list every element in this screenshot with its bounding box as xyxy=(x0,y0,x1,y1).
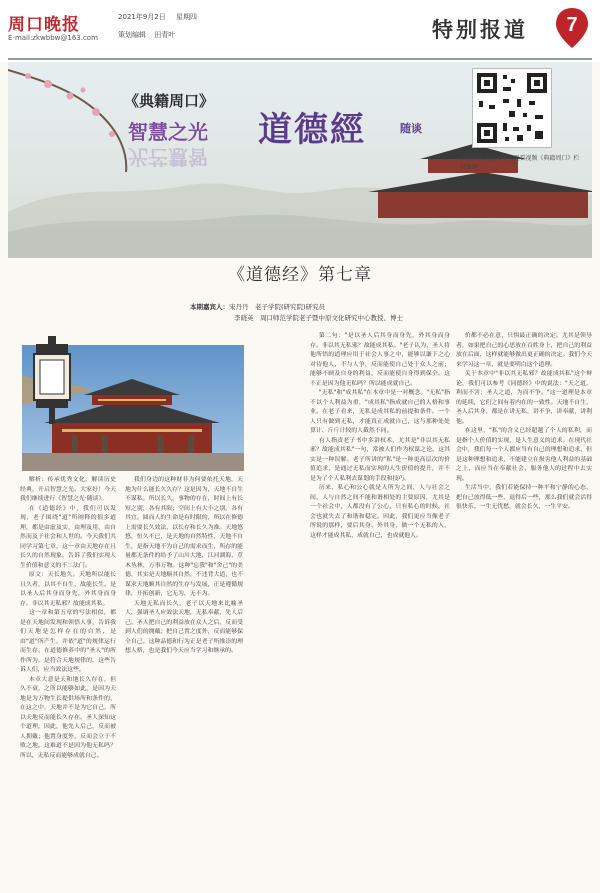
lantern-illustration xyxy=(26,334,78,426)
newspaper-logo: 周口晚报 xyxy=(8,15,80,35)
article-paragraph: "无私"和"成其私"在本章中是一对概念。"无私"指不以个人利益为重，"成其私"指成就自己的人格和事业。在老子看来，无私是成其私的前提和条件。一个人只有做到无私，才能真正成就自己，这与那种处处算计、斤斤计较的人截然不同。 xyxy=(310,390,450,434)
column-tag: 随谈 xyxy=(400,122,422,135)
article-paragraph: 这一章和第五章的写法相似，都是在天地间发现和领悟人事，告诉我们天地是怎样存在的自然，是由"道"所产生，并依"道"的规律运行而生存，在道德修养中的"圣人"的所作所为，是符合天地规律的，这些告诉人们，应当效法这些。 xyxy=(20,610,116,673)
editor-name: 田青叶 xyxy=(154,31,176,39)
article-column-1 xyxy=(20,476,116,876)
article-column-3 xyxy=(310,332,450,882)
article-paragraph: 价都不必在意，只惧最正确的决定。尤其是领导者，如果把自己的心思放在百姓身上，把自己的利益放在后面，这样就能够做出更正确的决定。我们今天来学习这一章，就是要明白这个道理。 xyxy=(456,333,592,368)
article-paragraph: 第二句："是以圣人后其身而身先，外其身而身存。非以其无私邪？故能成其私。"老子认为，圣人将他所悟的道理应用于社会人事之中，能够以谦下之心对待他人，不与人争，反而能使自己处于众人之前；能够不顾及自身的利益，反而能使自身得到保全。这不正是因为他无私吗？所以能成就自己。 xyxy=(310,333,450,387)
byline-guest-1: 宋丹丹 老子学院(研究院)研究员 xyxy=(229,303,326,311)
article-headline: 《道德经》第七章 xyxy=(228,265,372,285)
article-paragraph: 生活当中，我们若能保持一种平和宁静的心态，把自己放得低一些，退得后一些，那么我们就会活得很快乐。一生无忧愁，就会长久，一生平安。 xyxy=(456,485,592,510)
page-number: 7 xyxy=(566,14,578,36)
article-paragraph: 历来，私心和公心就是人所为之间，人与社会之间，人与自然之间不能和谐相处的主要原因，尤其是一个社会中，人都没有了公心，只有私心的时候，社会也就失去了和谐和稳定。因此，我们更应当像老子所说的那样，要后其身、外其身，做一个无私的人，这样才能成其私，成就自己，也成就他人。 xyxy=(310,485,450,539)
article-paragraph: 原文：天长地久。天地所以能长且久者，以其不自生，故能长生。是以圣人后其身而身先，外其身而身存。非以其无私邪？故能成其私。 xyxy=(20,572,116,607)
date-line xyxy=(118,12,205,22)
column-banner xyxy=(8,62,592,258)
editor-label: 策划编辑 xyxy=(118,31,146,39)
masthead xyxy=(0,0,600,62)
column-subtitle: 智慧之光 xyxy=(128,120,208,144)
article-paragraph: 解析：传承优秀文化，解读历史经典，开启智慧之光。大家好！今天我们继续进行《智慧之光·随谈》。 xyxy=(20,477,116,502)
article-column-2 xyxy=(125,476,243,876)
article-paragraph: 有人指责老子书中多讲权术，尤其是"非以其无私邪？故能成其私"一句，常被人们作为权谋之论。这其实是一种误解。老子所讲的"私"是一种更高层次的价值追求，是通过无私而实现的人生价值的提升，并不是为了个人私利去谋划的手段和技巧。 xyxy=(310,437,450,482)
article-paragraph: 本章大意是天和地长久存在，但久不衰，之所以能够如此，是因为天地是为万物生长提供场所和条件的，在这之中，天地并不是为它自己，所以天地反而能长久存在。圣人深知这个道理，因此，他先人后己，反而被人拥戴；他置身度外，反而会立于不败之地。这难道不是因为他无私吗？所以，无私反而能够成就自己。 xyxy=(20,676,116,759)
column-main-title: 道德經 xyxy=(258,110,366,150)
section-title: 特别报道 xyxy=(432,17,528,42)
header-divider xyxy=(8,58,592,60)
page-number-badge xyxy=(553,6,591,50)
article-paragraph: 关于本章中"非以其无私邪？故能成其私"这个辩论，我们可以参考《同德经》中的说法："天之道，利而不害；圣人之道，为而不争。"这一道理是本章的延续，它们之间有着内在的一致性。天地不自生，圣人后其身，都是在讲无私，讲不争，讲奉献，讲利他。 xyxy=(456,371,592,425)
qr-code-icon xyxy=(473,69,551,147)
article-paragraph: 在这里，"私"的含义已经超越了个人的私利，而是指个人价值的实现，是人生意义的追求。在现代社会中，我们每一个人都应当有自己的理想和追求，但是这种理想和追求，不能建立在损害他人利益的基础之上，而应当在奉献社会、服务他人的过程中去实现。 xyxy=(456,428,592,482)
article-column-4 xyxy=(456,332,592,882)
editor-line xyxy=(118,30,181,40)
article-byline xyxy=(190,302,403,324)
article-paragraph: 天地无私而长久，老子以天地来比喻圣人，强调圣人应效法天地，无私奉献，先人后己。圣人把自己的利益放在众人之后，反而受到人们的拥戴；把自己置之度外，反而能够保全自己。这种品德和行为正是老子所推崇的理想人格，也是我们今天应当学习和继承的。 xyxy=(125,600,243,654)
issue-date: 2021年9月2日 xyxy=(118,13,166,21)
issue-weekday: 星期四 xyxy=(175,13,197,21)
column-subtitle-reflection: 光芒慧智 xyxy=(128,145,208,169)
qr-caption: 扫码可在周道APP上观看视频《典籍周口》栏目集锦 xyxy=(460,155,580,171)
qr-code[interactable] xyxy=(472,68,552,148)
article-paragraph: 我们身边的这种财非为何要依托天地，天地为什么能长久久存？这是因为，天地不自生不谋私。所以长久。事物的存在，时间上有长短之别，各有其限；空间上有大小之别，各有其宜。圆而人的生命是有时限的，所以在修德上需要长久效法，以长存和长久为准。天地悠悠，恒久不已，是天地的自然特性，天地不自生，是指天地不为自己的需求而生，所存的能量都无条件的给予了山川大地，江河湖海，草木丛林，万事万物。这种"忘我"和"舍己"的美德，其实是天地顺其自然，不违背大道，也不谋求天地顺其自然的生存与发展，正是遵循规律，开拓创新，它无为，无不为。 xyxy=(125,477,243,597)
byline-guest-2: 李晓英 周口师范学院老子暨中原文化研究中心教授、博士 xyxy=(234,314,403,322)
byline-label: 本期嘉宾人： xyxy=(190,303,229,311)
column-name: 《典籍周口》 xyxy=(124,92,215,110)
email-line: E-mail:zkwbbw@163.com xyxy=(8,34,98,42)
article-paragraph: 在《道德经》中，我们可以发现，老子围绕"道"所阐释的很多道理，都是由虚及实，由理及用，由自然而及于社会和人世的。今天我们共同学习第七章，这一章由天地存在且长久的自然现象，告诉了我们实现人生价值和意义的不二法门。 xyxy=(20,505,116,569)
